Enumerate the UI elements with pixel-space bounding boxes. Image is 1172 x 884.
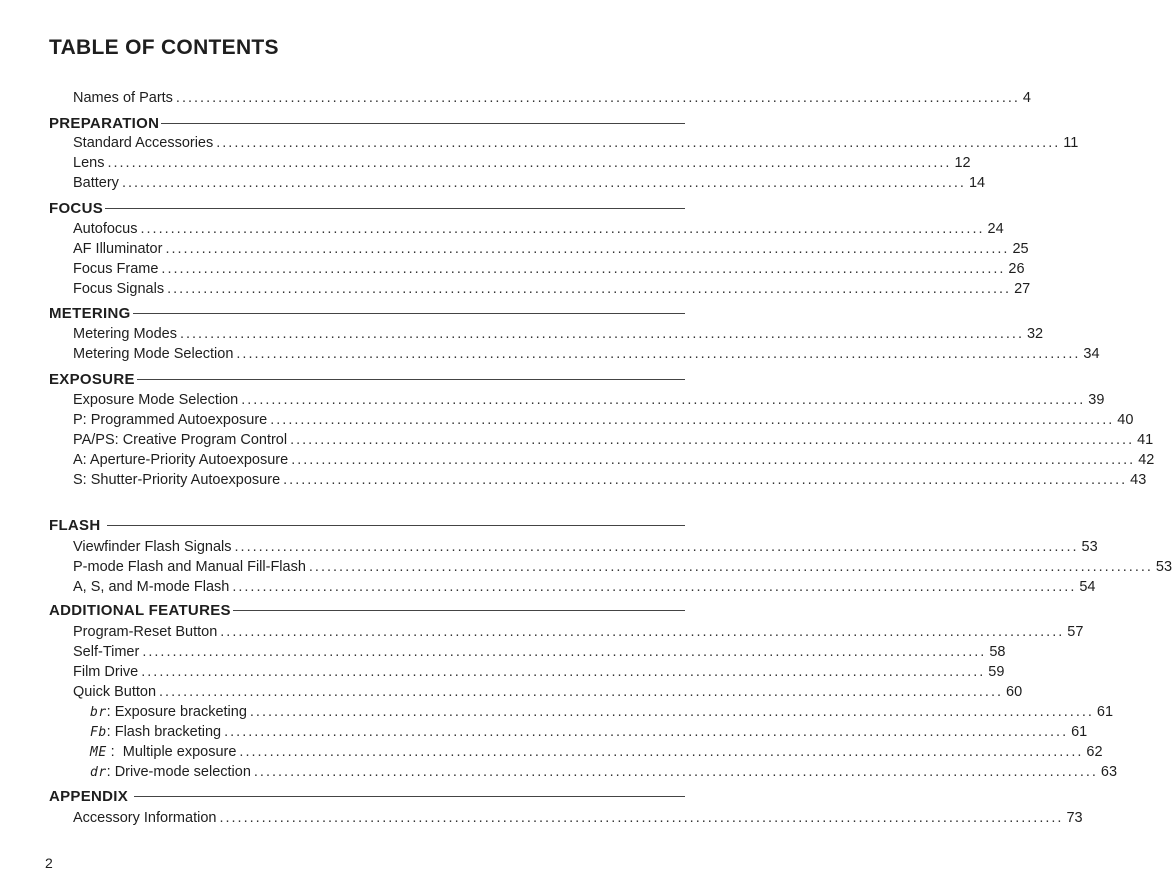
toc-entry[interactable]	[73, 219, 1004, 239]
toc-entry-page: 26	[1008, 261, 1025, 277]
dot-leader: ............................................................................................................................................	[241, 392, 1086, 408]
dot-leader: ............................................................................................................................................	[179, 326, 1024, 342]
dot-leader: ............................................................................................................................................	[107, 155, 952, 171]
toc-entry-label: PA/PS: Creative Program Control	[73, 432, 288, 448]
toc-entry[interactable]	[73, 430, 1154, 450]
dot-leader: ............................................................................................................................................	[142, 644, 987, 660]
toc-entry[interactable]	[73, 239, 1029, 259]
toc-entry[interactable]	[73, 808, 1083, 828]
toc-entry-label: Accessory Information	[73, 810, 217, 826]
toc-entry-page: 61	[1071, 724, 1088, 740]
toc-entry-page: 59	[988, 664, 1005, 680]
section-heading-label: FOCUS	[49, 199, 103, 217]
toc-entry[interactable]	[73, 88, 1031, 108]
toc-entry-label: P-mode Flash and Manual Fill-Flash	[73, 559, 306, 575]
section-heading-label: METERING	[49, 304, 131, 322]
toc-entry-page: 63	[1100, 764, 1118, 780]
dot-leader: ............................................................................................................................................	[219, 810, 1064, 826]
toc-entry[interactable]	[73, 622, 1084, 642]
toc-entry-page: 42	[1138, 452, 1155, 468]
dot-leader: ............................................................................................................................................	[141, 664, 986, 680]
toc-entry[interactable]	[90, 742, 1103, 762]
toc-entry-page: 34	[1083, 346, 1100, 362]
toc-entry-label: Program-Reset Button	[73, 624, 218, 640]
section-heading-exposure	[49, 369, 685, 389]
toc-entry-page: 53	[1081, 539, 1098, 555]
dot-leader: ............................................................................................................................................	[165, 241, 1010, 257]
dot-leader: ............................................................................................................................................	[253, 764, 1098, 780]
toc-entry[interactable]	[73, 450, 1155, 470]
toc-entry-page: 11	[1063, 135, 1079, 151]
section-rule	[134, 796, 685, 797]
toc-entry[interactable]	[73, 577, 1096, 597]
toc-entry[interactable]	[73, 153, 971, 173]
section-rule	[107, 525, 686, 526]
section-rule	[105, 208, 685, 209]
dot-leader: ............................................................................................................................................	[290, 432, 1135, 448]
toc-entry[interactable]	[90, 702, 1114, 722]
toc-entry-page: 62	[1086, 744, 1103, 760]
lcd-code: ME	[90, 745, 107, 760]
toc-entry-label: Focus Signals	[73, 281, 165, 297]
toc-entry[interactable]	[73, 324, 1044, 344]
toc-entry-page: 40	[1117, 412, 1134, 428]
toc-entry-page: 12	[954, 155, 971, 171]
toc-entry[interactable]	[73, 682, 1023, 702]
dot-leader: ............................................................................................................................................	[224, 724, 1069, 740]
toc-entry-label: Focus Frame	[73, 261, 159, 277]
section-heading-flash	[49, 515, 685, 535]
dot-leader: ............................................................................................................................................	[216, 135, 1061, 151]
toc-entry-label: Standard Accessories	[73, 135, 214, 151]
toc-entry-label: A, S, and M-mode Flash	[73, 579, 230, 595]
dot-leader: ............................................................................................................................................	[249, 704, 1094, 720]
toc-entry-page: 58	[989, 644, 1006, 660]
toc-entry-label: Metering Mode Selection	[73, 346, 234, 362]
dot-leader: ............................................................................................................................................	[291, 452, 1136, 468]
toc-entry-page: 32	[1026, 326, 1044, 342]
dot-leader: ............................................................................................................................................	[161, 261, 1006, 277]
toc-entry[interactable]	[73, 133, 1079, 153]
toc-entry-text: : Exposure bracketing	[106, 704, 247, 720]
toc-entry-page: 43	[1130, 472, 1147, 488]
section-heading-label: PREPARATION	[49, 114, 160, 132]
section-heading-preparation	[49, 113, 685, 133]
toc-entry[interactable]	[73, 173, 986, 193]
section-heading-metering	[49, 303, 685, 323]
dot-leader: ............................................................................................................................................	[121, 175, 966, 191]
toc-entry[interactable]	[73, 344, 1100, 364]
toc-entry-label	[90, 742, 236, 763]
toc-entry[interactable]	[73, 279, 1031, 299]
toc-entry[interactable]	[73, 557, 1172, 577]
toc-entry-label: S: Shutter-Priority Autoexposure	[73, 472, 281, 488]
toc-entry[interactable]	[73, 410, 1134, 430]
toc-entry-text: : Drive-mode selection	[106, 764, 251, 780]
toc-entry-label: Names of Parts	[73, 90, 173, 106]
toc-entry-page: 57	[1067, 624, 1084, 640]
toc-entry-label: Battery	[73, 175, 119, 191]
section-rule	[133, 313, 685, 314]
toc-entry-label: Lens	[73, 155, 105, 171]
toc-entry-label: Exposure Mode Selection	[73, 392, 239, 408]
toc-entry-label	[90, 722, 221, 743]
toc-entry-label: Quick Button	[73, 684, 157, 700]
toc-entry[interactable]	[90, 762, 1118, 782]
toc-entry-page: 60	[1006, 684, 1023, 700]
toc-entry-label: Autofocus	[73, 221, 138, 237]
dot-leader: ............................................................................................................................................	[159, 684, 1004, 700]
toc-entry[interactable]	[73, 259, 1025, 279]
section-heading-label: APPENDIX	[49, 787, 129, 805]
toc-entry[interactable]	[73, 642, 1006, 662]
toc-entry-label: Viewfinder Flash Signals	[73, 539, 232, 555]
toc-entry-page: 14	[968, 175, 986, 191]
dot-leader: ............................................................................................................................................	[140, 221, 985, 237]
toc-entry-label: Metering Modes	[73, 326, 177, 342]
toc-entry-label: Self-Timer	[73, 644, 140, 660]
toc-entry-page: 41	[1137, 432, 1154, 448]
lcd-code: Fb	[90, 725, 107, 740]
section-heading-label: ADDITIONAL FEATURES	[49, 601, 231, 619]
toc-entry-label	[90, 762, 251, 783]
toc-entry-page: 73	[1066, 810, 1083, 826]
toc-entry-text: : Multiple exposure	[106, 744, 237, 760]
dot-leader: ............................................................................................................................................	[220, 624, 1065, 640]
toc-entry[interactable]	[90, 722, 1088, 742]
dot-leader: ............................................................................................................................................	[167, 281, 1012, 297]
toc-entry[interactable]	[73, 390, 1105, 410]
dot-leader: ............................................................................................................................................	[175, 90, 1020, 106]
toc-entry-page: 4	[1022, 90, 1031, 106]
toc-entry[interactable]	[73, 662, 1005, 682]
lcd-code: dr	[90, 765, 107, 780]
toc-entry-label: A: Aperture-Priority Autoexposure	[73, 452, 289, 468]
dot-leader: ............................................................................................................................................	[270, 412, 1115, 428]
page-number: 2	[45, 855, 53, 871]
toc-entry-label: AF Illuminator	[73, 241, 163, 257]
toc-entry-label: P: Programmed Autoexposure	[73, 412, 268, 428]
toc-entry-page: 27	[1014, 281, 1031, 297]
toc-entry-page: 25	[1012, 241, 1029, 257]
dot-leader: ............................................................................................................................................	[239, 744, 1084, 760]
section-heading-label: FLASH	[49, 516, 101, 534]
dot-leader: ............................................................................................................................................	[308, 559, 1153, 575]
section-rule	[161, 123, 685, 124]
section-heading-additional-features	[49, 600, 685, 620]
lcd-code: br	[90, 705, 107, 720]
toc-entry-label	[90, 702, 247, 723]
toc-entry[interactable]	[73, 537, 1098, 557]
toc-entry-page: 24	[987, 221, 1004, 237]
toc-entry-label: Film Drive	[73, 664, 139, 680]
toc-entry-text: : Flash bracketing	[106, 724, 222, 740]
section-rule	[137, 379, 685, 380]
section-heading-label: EXPOSURE	[49, 370, 135, 388]
dot-leader: ............................................................................................................................................	[236, 346, 1081, 362]
section-heading-appendix	[49, 786, 685, 806]
section-heading-focus	[49, 198, 685, 218]
toc-entry[interactable]	[73, 470, 1147, 490]
dot-leader: ............................................................................................................................................	[232, 579, 1077, 595]
toc-entry-page: 61	[1096, 704, 1114, 720]
page-title: TABLE OF CONTENTS	[49, 36, 279, 59]
section-rule	[233, 610, 685, 611]
toc-entry-page: 39	[1088, 392, 1105, 408]
toc-entry-page: 54	[1079, 579, 1096, 595]
dot-leader: ............................................................................................................................................	[234, 539, 1079, 555]
dot-leader: ............................................................................................................................................	[283, 472, 1128, 488]
toc-entry-page: 53	[1155, 559, 1172, 575]
